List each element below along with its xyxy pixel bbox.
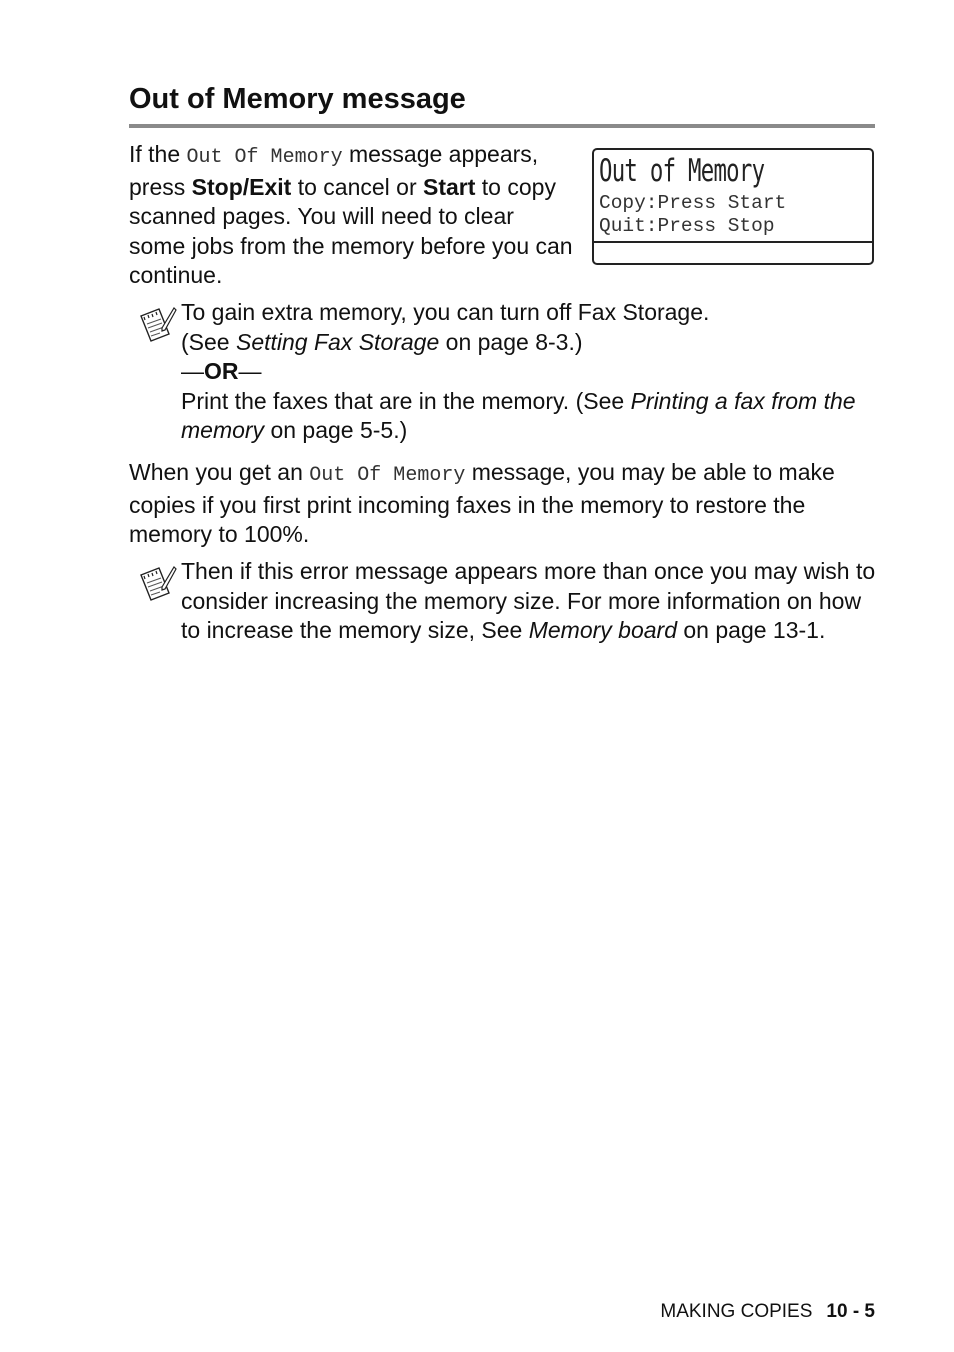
intro-lcd-message: Out Of Memory bbox=[186, 146, 343, 169]
fax-storage-ref: Setting Fax Storage bbox=[235, 328, 440, 355]
note-memory-size: Then if this error message appears more than once you may wish to consider increasing the memory size. For more information on how to increase the memory size, See Memory board on page 13-1. bbox=[181, 558, 876, 644]
page-number: 10 - 5 bbox=[826, 1301, 875, 1322]
intro-text-2: message appears, press bbox=[129, 141, 539, 200]
body-lcd-message: Out Of Memory bbox=[309, 464, 466, 487]
intro-text-4: to copy scanned pages. You will need to clear some jobs from the memory before you can continue. bbox=[129, 173, 573, 289]
memory-paragraph: When you get an Out Of Memory message, you may be able to make copies if you first print incoming faxes in the memory to restore the memory to 100%. bbox=[129, 459, 835, 548]
note-line-see: (See Setting Fax Storage on page 8-3.) bbox=[181, 328, 583, 355]
note-fax-storage bbox=[181, 298, 881, 446]
note-pencil-icon bbox=[135, 563, 177, 605]
heading-rule bbox=[129, 124, 875, 128]
section-heading: Out of Memory message bbox=[129, 83, 466, 115]
note-line-print: Print the faxes that are in the memory. (See Printing a fax from the memory on page 5-5.) bbox=[181, 387, 856, 444]
note-pencil-icon bbox=[135, 304, 177, 346]
note-line-turn-off: To gain extra memory, you can turn off Fax Storage. bbox=[181, 299, 710, 325]
lcd-line-copy: Copy:Press Start bbox=[599, 192, 787, 214]
lcd-line-quit: Quit:Press Stop bbox=[599, 215, 775, 237]
lcd-title: Out of Memory bbox=[599, 153, 765, 189]
start-key-label: Start bbox=[423, 173, 476, 200]
intro-text-3: to cancel or bbox=[291, 173, 423, 200]
intro-text-1: If the bbox=[129, 141, 187, 167]
footer-section: MAKING COPIES bbox=[660, 1301, 813, 1322]
page-footer bbox=[660, 1300, 875, 1324]
lcd-display bbox=[592, 148, 874, 265]
intro-paragraph bbox=[129, 140, 574, 291]
lcd-divider bbox=[594, 241, 872, 243]
memory-board-ref: Memory board bbox=[528, 617, 677, 644]
stop-exit-key-label: Stop/Exit bbox=[191, 173, 292, 200]
or-separator: —OR— bbox=[181, 358, 262, 385]
printing-fax-ref: Printing a fax from the memory bbox=[181, 387, 856, 444]
